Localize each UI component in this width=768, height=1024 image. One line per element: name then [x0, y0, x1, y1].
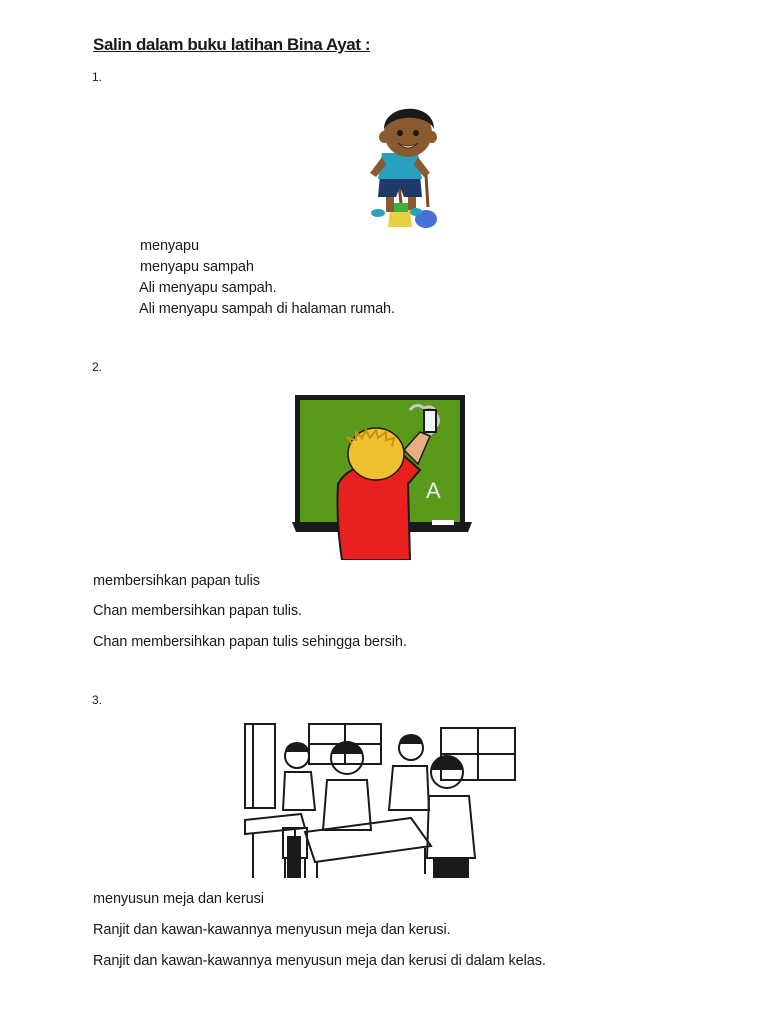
- exercise-2-line-2: Chan membersihkan papan tulis.: [93, 603, 302, 619]
- exercise-3-line-3: Ranjit dan kawan-kawannya menyusun meja dan kerusi di dalam kelas.: [93, 953, 546, 969]
- exercise-2-line-1: membersihkan papan tulis: [93, 573, 260, 589]
- board-letter: A: [426, 478, 441, 503]
- exercise-2-line-3: Chan membersihkan papan tulis sehingga bersih.: [93, 634, 407, 650]
- boy-cleaning-blackboard-illustration: [292, 392, 474, 560]
- exercise-number-1: 1.: [92, 70, 103, 84]
- worksheet-title: Salin dalam buku latihan Bina Ayat :: [93, 35, 371, 54]
- exercise-1-line-4: Ali menyapu sampah di halaman rumah.: [139, 301, 395, 317]
- exercise-3-line-1: menyusun meja dan kerusi: [93, 891, 264, 907]
- exercise-1-line-2: menyapu sampah: [140, 259, 254, 275]
- students-arranging-desks-illustration: [243, 718, 518, 880]
- exercise-number-3: 3.: [92, 693, 103, 707]
- boy-sweeping-illustration: [350, 95, 475, 235]
- exercise-3-line-2: Ranjit dan kawan-kawannya menyusun meja dan kerusi.: [93, 922, 451, 938]
- exercise-1-line-1: menyapu: [140, 238, 199, 254]
- exercise-1-line-3: Ali menyapu sampah.: [139, 280, 277, 296]
- exercise-number-2: 2.: [92, 360, 103, 374]
